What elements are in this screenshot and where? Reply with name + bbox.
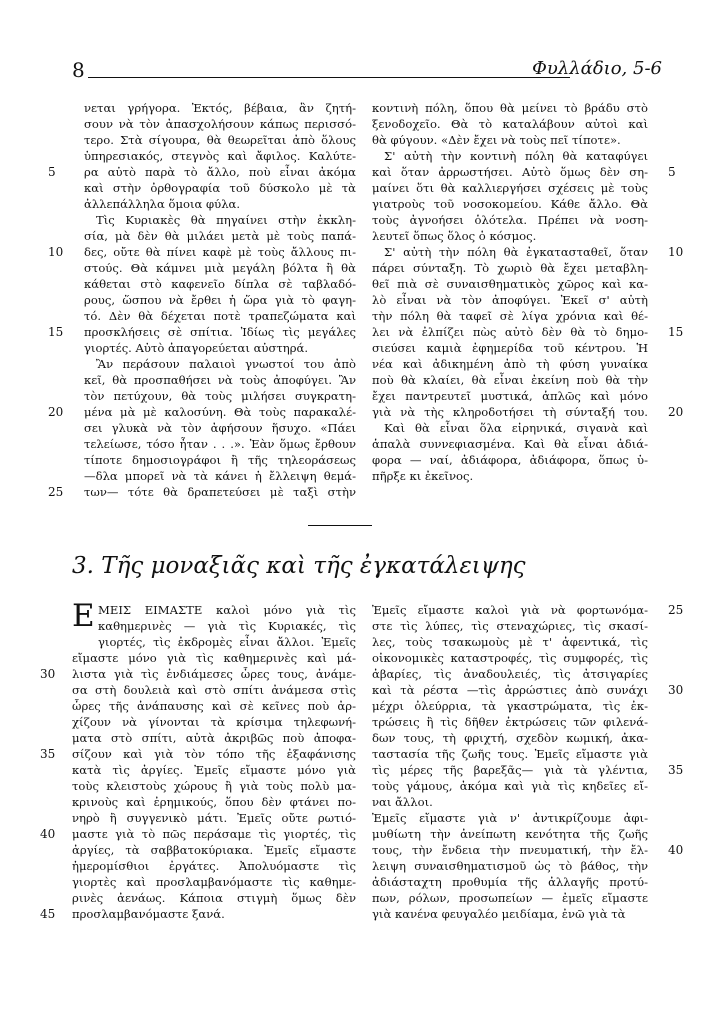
text-line: νεται γρήγορα. Ἐκτός, βέβαια, ἂν ζητή-	[84, 101, 356, 115]
text-line: τοὺς γάμους, ἀκόμα καὶ γιὰ τὶς κηδεῖες εἴ-	[372, 779, 648, 793]
text-line: ἀλλεπάλληλα ὅμοια φύλα.	[84, 197, 241, 211]
text-line: ἀργίες, τὰ σαββατοκύριακα. Ἐμεῖς εἴμαστε	[72, 843, 356, 857]
section-title: 3. Τῆς μοναξιᾶς καὶ τῆς ἐγκατάλειψης	[72, 553, 526, 579]
text-line: λιστα γιὰ τὶς ἐνδιάμεσες ὧρες τους, ἀνάμε-	[72, 667, 356, 681]
text-line: τίποτε δημοσιογράφοι ἢ τῆς τηλεοράσεως	[84, 453, 356, 467]
text-line: ὧρες τῆς ἀνάπαυσης καὶ σὲ κεῖνες ποὺ ἀρ-	[72, 699, 356, 713]
text-line: Τὶς Κυριακὲς θὰ πηγαίνει στὴν ἐκκλη-	[96, 213, 356, 227]
text-line: φορα — ναί, ἀδιάφορα, ἀδιάφορα, ὅπως ὑ-	[372, 453, 648, 467]
line-number: 15	[668, 325, 684, 339]
text-line: τελείωσε, τόσο ἦταν . . .». Ἐὰν ὅμως ἔρθουν	[84, 437, 356, 451]
text-line: θεῖ πιὰ σὲ συναισθηματικὸς χῶρος καὶ κα-	[372, 277, 648, 291]
line-number: 25	[48, 485, 64, 499]
text-line: δες, οὔτε θὰ πίνει καφὲ μὲ τοὺς ἄλλους πι-	[84, 245, 356, 259]
text-line: ἁπαλὰ συννεφιασμένα. Καὶ θὰ εἶναι ἀδιά-	[372, 437, 648, 451]
line-number: 10	[48, 245, 64, 259]
text-line: κεῖ, θὰ προσπαθήσει νὰ τοὺς ἀποφύγει. Ἂν	[84, 373, 356, 387]
drop-cap: Ε	[72, 598, 95, 634]
text-line: στε τὶς λύπες, τὶς στεναχώριες, τὶς σκασί-	[372, 619, 648, 633]
text-line: χίζουν νὰ γίνονται τὰ κρίσιμα τηλεφωνή-	[72, 715, 356, 729]
text-line: νέα καὶ ἀδικημένη ἀπὸ τὴ φύση γυναίκα	[372, 357, 648, 371]
text-line: μυθίωτη τὴν ἀνείπωτη κενότητα τῆς ζωῆς	[372, 827, 648, 841]
text-line: Σ' αὐτὴ τὴν κοντινὴ πόλη θὰ καταφύγει	[384, 149, 648, 163]
issue-label: Φυλλάδιο, 5-6	[532, 58, 662, 79]
text-line: τό. Δὲν θὰ δέχεται ποτὲ τραπεζώματα καὶ	[84, 309, 356, 323]
text-line: σία, μὰ δὲν θὰ μιλάει μετὰ μὲ τοὺς παπά-	[84, 229, 356, 243]
header-rule	[88, 77, 570, 78]
text-line: τοὺς ἀγνοήσει ὁλότελα. Πρέπει νὰ νοση-	[372, 213, 648, 227]
text-line: ναι ἄλλοι.	[372, 795, 433, 809]
text-line: καὶ τὰ ρέστα —τὶς ἀρρώστιες ἀπὸ συνάχι	[372, 683, 648, 697]
text-line: θὰ φύγουν. «Δὲν ἔχει νὰ τοὺς πεῖ τίποτε».	[372, 133, 621, 147]
section-left-column	[72, 598, 356, 932]
line-number: 20	[668, 405, 684, 419]
line-number: 15	[48, 325, 64, 339]
text-line: τοὺς κλειστοὺς χώρους ἢ γιὰ τοὺς πολὺ μα-	[72, 779, 356, 793]
line-numbers-section-right	[668, 602, 698, 932]
line-number: 30	[668, 683, 684, 697]
text-line: ρινὲς ἀενάως. Κάποια στιγμὴ ὅμως δὲν	[72, 891, 356, 905]
text-line: κρινοὺς καὶ ἐρημικούς, ὅπου δὲν φτάνει πο-	[72, 795, 356, 809]
text-line: Ἐμεῖς εἴμαστε καλοὶ γιὰ νὰ φορτωνόμα-	[372, 603, 648, 617]
text-line: ὑπηρεσιακός, στεγνὸς καὶ ἄφιλος. Καλύτε-	[84, 149, 356, 163]
text-line: ρα αὐτὸ παρὰ τὸ ἄλλο, ποὺ εἶναι ἀκόμα	[84, 165, 356, 179]
text-line: κοντινὴ πόλη, ὅπου θὰ μείνει τὸ βράδυ στὸ	[372, 101, 648, 115]
line-number: 5	[668, 165, 676, 179]
text-line: οἰκονομικὲς καταστροφές, τὶς συμφορές, τὶς	[372, 651, 648, 665]
text-line: Ἐμεῖς εἴμαστε γιὰ ν' ἀντικρίζουμε ἀφι-	[372, 811, 648, 825]
text-line: ματα στὸ σπίτι, αὐτὰ ἀκριβῶς ποὺ ἀποφα-	[72, 731, 356, 745]
text-line: ἀβαρίες, τὶς ἀναδουλειές, τὶς ἀτσιγαρίες	[372, 667, 648, 681]
text-line: σα στὴ δουλειὰ καὶ στὸ σπίτι ἀνάμεσα στὶς	[72, 683, 356, 697]
text-line: τερο. Στὰ σίγουρα, θὰ θεωρεῖται ἀπὸ ὅλους	[84, 133, 356, 147]
top-right-column	[372, 100, 648, 490]
text-line: πῆρξε κι ἐκεῖνος.	[372, 469, 474, 483]
section-divider	[308, 525, 372, 526]
text-line: των— τότε θὰ δραπετεύσει μὲ ταξὶ στὴν	[84, 485, 356, 499]
text-line: τὴν πόλη θὰ ταφεῖ σὲ λίγα χρόνια καὶ θέ-	[372, 309, 648, 323]
text-line: μένα μὰ μὲ καλοσύνη. Θὰ τοὺς παρακαλέ-	[84, 405, 356, 419]
text-line: στούς. Θὰ κάμνει μιὰ μεγάλη βόλτα ἢ θὰ	[84, 261, 356, 275]
text-line: γιὰ νὰ τὴς κληροδοτήσει τὴ σύνταξή του.	[372, 405, 648, 419]
line-number: 35	[40, 747, 56, 761]
text-line: λευτεῖ ὅπως ὅλος ὁ κόσμος.	[372, 229, 537, 243]
text-line: πων, ρόλων, προσωπείων — ἐμεῖς εἴμαστε	[372, 891, 648, 905]
line-number: 20	[48, 405, 64, 419]
text-line: λειψη συναισθηματισμοῦ ὡς τὸ βάθος, τὴν	[372, 859, 648, 873]
text-line: τρώσεις ἢ τὶς δῆθεν ἐκτρώσεις τῶν φιλενά-	[372, 715, 648, 729]
line-number: 25	[668, 603, 684, 617]
line-number: 35	[668, 763, 684, 777]
text-line: κατὰ τὶς ἀργίες. Ἐμεῖς εἴμαστε μόνο γιὰ	[72, 763, 356, 777]
text-line: γιορτὲς καὶ προσλαμβανόμαστε τὶς καθημε-	[72, 875, 356, 889]
line-numbers-top-right	[668, 100, 698, 490]
text-line: ἔχει παντρευτεῖ μυστικά, ἁπλῶς καὶ μόνο	[372, 389, 648, 403]
section-right-column	[372, 602, 648, 932]
text-line: ἡμερομίσθιοι ἐργάτες. Ἀπολυόμαστε τὶς	[72, 859, 356, 873]
text-line: νηρὸ ἢ συγγενικὸ μάτι. Ἐμεῖς οὔτε ρωτιό-	[72, 811, 356, 825]
line-number: 10	[668, 245, 684, 259]
text-line: λει νὰ ἐλπίζει πὼς αὐτὸ δὲν θὰ τὸ δημο-	[372, 325, 648, 339]
text-line: τὸν πετύχουν, θὰ τοὺς μιλήσει συγκρατη-	[84, 389, 356, 403]
text-line: τους, τὴν ἔνδεια τὴν πνευματική, τὴν ἔλ-	[372, 843, 648, 857]
line-numbers-section-left	[40, 602, 70, 932]
line-numbers-top-left	[48, 100, 78, 510]
top-left-column	[84, 100, 356, 510]
line-number: 40	[668, 843, 684, 857]
text-line: καθημερινὲς — γιὰ τὶς Κυριακές, τὶς	[98, 619, 356, 633]
text-line: σουν νὰ τὸν ἀπασχολήσουν κάπως περισσό-	[84, 117, 356, 131]
text-line: προσκλήσεις σὲ σπίτια. Ἰδίως τὶς μεγάλες	[84, 325, 356, 339]
text-line: μέχρι ὀλεύρρια, τὰ γκαστρώματα, τὶς ἐκ-	[372, 699, 648, 713]
text-line: γιορτές, τὶς ἐκδρομὲς εἶναι ἄλλοι. Ἐμεῖς	[98, 635, 356, 649]
text-line: ταστασία τῆς ζωῆς τους. Ἐμεῖς εἴμαστε γιὰ	[372, 747, 648, 761]
line-number: 30	[40, 667, 56, 681]
text-line: μαίνει ὅτι θὰ καλλιεργήσει σχέσεις μὲ τοὺς	[372, 181, 648, 195]
line-number: 40	[40, 827, 56, 841]
text-line: —δλα μπορεῖ νὰ τὰ κάνει ἡ ἔλλειψη θεμά-	[84, 469, 356, 483]
text-line: πάρει σύνταξη. Τὸ χωριὸ θὰ ἔχει μεταβλη-	[372, 261, 648, 275]
line-number: 5	[48, 165, 56, 179]
page-header	[72, 58, 662, 84]
text-line: προσλαμβανόμαστε ξανά.	[72, 907, 225, 921]
text-line: μαστε γιὰ τὸ πῶς περάσαμε τὶς γιορτές, τὶς	[72, 827, 356, 841]
text-line: Σ' αὐτὴ τὴν πόλη θὰ ἐγκατασταθεῖ, ὅταν	[384, 245, 648, 259]
text-line: Καὶ θὰ εἶναι ὅλα εἰρηνικά, σιγανὰ καὶ	[384, 421, 648, 435]
text-line: σει γλυκὰ νὰ τὸν ἀφήσουν ἥσυχο. «Πάει	[84, 421, 356, 435]
text-line: λες, τοὺς τσακωμοὺς μὲ τ' ἀφεντικά, τὶς	[372, 635, 648, 649]
text-line: καὶ στὴν ὀρθογραφία τοῦ δύσκολο μὲ τὰ	[84, 181, 356, 195]
text-line: λὸ εἶναι νὰ τὸν ἀποφύγει. Ἐκεῖ σ' αὐτὴ	[372, 293, 648, 307]
text-line: ξενοδοχεῖο. Θὰ τὸ καταλάβουν αὐτοὶ καὶ	[372, 117, 648, 131]
text-line: γιορτές. Αὐτὸ ἀπαγορεύεται αὐστηρά.	[84, 341, 309, 355]
text-line: σίζουν καὶ γιὰ τὸν τόπο τῆς ἐξαφάνισης	[72, 747, 356, 761]
text-line: σιεύσει καμιὰ ἐφημερίδα τοῦ κέντρου. Ἡ	[372, 341, 648, 355]
text-line: γιὰ κανένα φευγαλέο μειδίαμα, ἐνῶ γιὰ τὰ	[372, 907, 626, 921]
text-line: ρους, ὥσπου νὰ ἔρθει ἡ ὥρα γιὰ τὸ φαγη-	[84, 293, 356, 307]
text-line: δων τους, τὴ φριχτή, σχεδὸν κωμική, ἀκα-	[372, 731, 648, 745]
text-line: ΜΕΙΣ ΕΙΜΑΣΤΕ καλοὶ μόνο γιὰ τὶς	[98, 603, 356, 617]
text-line: Ἂν περάσουν παλαιοὶ γνωστοί του ἀπὸ	[96, 357, 356, 371]
text-line: γιατροὺς τοῦ νοσοκομείου. Κάθε ἄλλο. Θὰ	[372, 197, 648, 211]
text-line: εἴμαστε μόνο γιὰ τὶς καθημερινὲς καὶ μά-	[72, 651, 356, 665]
page-number: 8	[72, 58, 85, 82]
text-line: καὶ ὅταν ἀρρωστήσει. Αὐτὸ ὅμως δὲν ση-	[372, 165, 648, 179]
text-line: κάθεται στὸ καφενεῖο δίπλα σὲ ταβλαδό-	[84, 277, 356, 291]
text-line: ποὺ θὰ κλαίει, θὰ εἶναι ἐκείνη ποὺ θὰ τὴν	[372, 373, 648, 387]
line-number: 45	[40, 907, 56, 921]
text-line: τὶς μέρες τῆς βαρεξᾶς— γιὰ τὰ γλέντια,	[372, 763, 648, 777]
text-line: ἀδιάσταχτη προθυμία τῆς ἀλλαγῆς προτύ-	[372, 875, 648, 889]
